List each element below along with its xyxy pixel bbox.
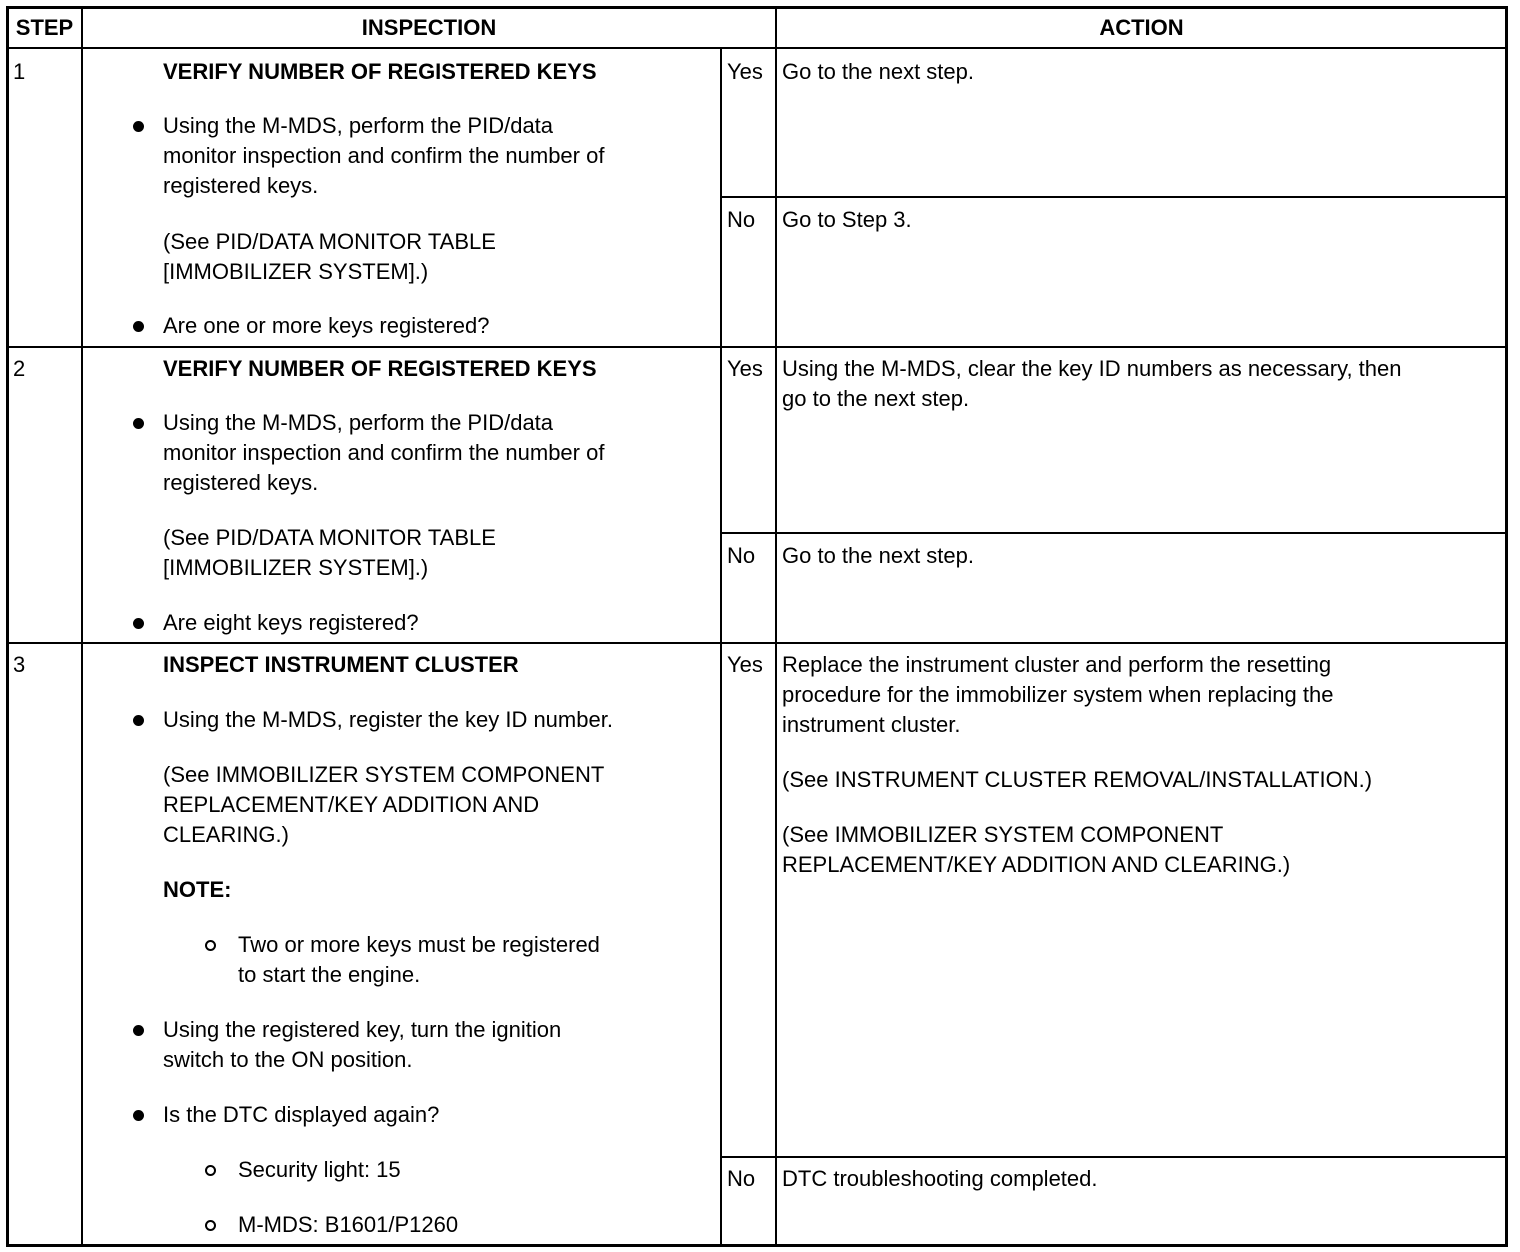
yes-action: Go to the next step. bbox=[782, 59, 975, 84]
header-inspection: INSPECTION bbox=[361, 15, 497, 40]
inspection-text: Using the registered key, turn the ignition bbox=[163, 1017, 562, 1042]
step-number: 1 bbox=[13, 59, 26, 84]
step-title: VERIFY NUMBER OF REGISTERED KEYS bbox=[163, 59, 597, 84]
yes-action: Replace the instrument cluster and perform the resetting bbox=[782, 652, 1332, 677]
step-number: 3 bbox=[13, 652, 26, 677]
circle-bullet-icon bbox=[205, 940, 216, 951]
row2-yes-no-divider bbox=[720, 532, 1506, 534]
no-label: No bbox=[727, 543, 756, 568]
yes-reference: REPLACEMENT/KEY ADDITION AND CLEARING.) bbox=[782, 852, 1291, 877]
circle-bullet-icon bbox=[205, 1220, 216, 1231]
yes-action: Using the M-MDS, clear the key ID numbers as necessary, then bbox=[782, 356, 1402, 381]
inspection-text: switch to the ON position. bbox=[163, 1047, 413, 1072]
inspection-column-divider bbox=[720, 47, 722, 1245]
bullet-icon bbox=[133, 1110, 144, 1121]
sub-item-text: M-MDS: B1601/P1260 bbox=[238, 1212, 459, 1237]
inspection-text: monitor inspection and confirm the number of bbox=[163, 440, 605, 465]
yes-action: go to the next step. bbox=[782, 386, 970, 411]
yes-label: Yes bbox=[727, 59, 763, 84]
row3-yes-no-divider bbox=[720, 1156, 1506, 1158]
row1-divider bbox=[8, 346, 1506, 348]
row2-divider bbox=[8, 642, 1506, 644]
no-action: DTC troubleshooting completed. bbox=[782, 1166, 1098, 1191]
header-divider bbox=[8, 47, 1506, 49]
step-title: INSPECT INSTRUMENT CLUSTER bbox=[163, 652, 519, 677]
inspection-text: registered keys. bbox=[163, 470, 319, 495]
reference-text: [IMMOBILIZER SYSTEM].) bbox=[163, 259, 429, 284]
sub-item-text: Security light: 15 bbox=[238, 1157, 401, 1182]
inspection-question: Is the DTC displayed again? bbox=[163, 1102, 440, 1127]
no-action: Go to Step 3. bbox=[782, 207, 912, 232]
bullet-icon bbox=[133, 418, 144, 429]
inspection-text: Using the M-MDS, register the key ID number. bbox=[163, 707, 613, 732]
no-label: No bbox=[727, 207, 756, 232]
bullet-icon bbox=[133, 1025, 144, 1036]
yes-action: procedure for the immobilizer system when replacing the bbox=[782, 682, 1334, 707]
note-label: NOTE: bbox=[163, 877, 232, 902]
no-action: Go to the next step. bbox=[782, 543, 975, 568]
bullet-icon bbox=[133, 121, 144, 132]
row1-yes-no-divider bbox=[720, 196, 1506, 198]
inspection-text: Using the M-MDS, perform the PID/data bbox=[163, 410, 554, 435]
reference-text: (See PID/DATA MONITOR TABLE bbox=[163, 229, 496, 254]
inspection-question: Are one or more keys registered? bbox=[163, 313, 490, 338]
note-text: Two or more keys must be registered bbox=[238, 932, 600, 957]
circle-bullet-icon bbox=[205, 1165, 216, 1176]
note-text: to start the engine. bbox=[238, 962, 421, 987]
header-step: STEP bbox=[15, 15, 74, 40]
yes-reference: (See IMMOBILIZER SYSTEM COMPONENT bbox=[782, 822, 1224, 847]
reference-text: (See IMMOBILIZER SYSTEM COMPONENT bbox=[163, 762, 605, 787]
bullet-icon bbox=[133, 618, 144, 629]
reference-text: [IMMOBILIZER SYSTEM].) bbox=[163, 555, 429, 580]
bullet-icon bbox=[133, 321, 144, 332]
inspection-text: registered keys. bbox=[163, 173, 319, 198]
step-column-divider bbox=[81, 8, 83, 1245]
no-label: No bbox=[727, 1166, 756, 1191]
step-title: VERIFY NUMBER OF REGISTERED KEYS bbox=[163, 356, 597, 381]
yes-label: Yes bbox=[727, 652, 763, 677]
inspection-text: Using the M-MDS, perform the PID/data bbox=[163, 113, 554, 138]
header-action: ACTION bbox=[1099, 15, 1184, 40]
action-column-divider bbox=[775, 8, 777, 1245]
reference-text: CLEARING.) bbox=[163, 822, 289, 847]
inspection-question: Are eight keys registered? bbox=[163, 610, 419, 635]
yes-label: Yes bbox=[727, 356, 763, 381]
bullet-icon bbox=[133, 715, 144, 726]
yes-action: instrument cluster. bbox=[782, 712, 961, 737]
yes-reference: (See INSTRUMENT CLUSTER REMOVAL/INSTALLATION.) bbox=[782, 767, 1373, 792]
step-number: 2 bbox=[13, 356, 26, 381]
reference-text: REPLACEMENT/KEY ADDITION AND bbox=[163, 792, 540, 817]
inspection-text: monitor inspection and confirm the number of bbox=[163, 143, 605, 168]
reference-text: (See PID/DATA MONITOR TABLE bbox=[163, 525, 496, 550]
